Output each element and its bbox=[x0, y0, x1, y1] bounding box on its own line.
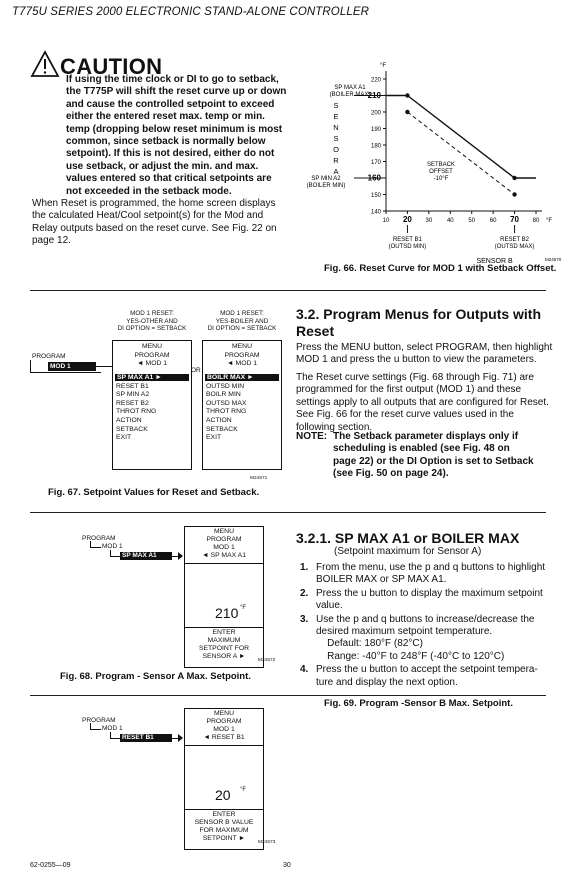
sensor-a-letter: O bbox=[333, 145, 339, 154]
step-line: Press the u button to display the maximum setpoint bbox=[316, 587, 543, 599]
section-3-2-1-subheading: (Setpoint maximum for Sensor A) bbox=[334, 546, 482, 557]
menu-header-line: MENU bbox=[141, 343, 162, 350]
fig67-diagram bbox=[28, 296, 290, 486]
fig69-caption: Fig. 69. Program -Sensor B Max. Setpoint. bbox=[324, 698, 513, 709]
menu-item: RESET B2 bbox=[116, 399, 149, 407]
step-item bbox=[300, 562, 564, 587]
note-line: (see Fig. 50 on page 24). bbox=[333, 468, 449, 480]
menu-header-line: ◄ MOD 1 bbox=[136, 360, 168, 367]
left-condition-label: MOD 1 RESET: bbox=[130, 310, 174, 317]
sensor-a-letter: R bbox=[333, 156, 339, 165]
text-line: page 12. bbox=[32, 235, 71, 247]
text-line: following section. bbox=[296, 421, 373, 433]
step-number: 2. bbox=[300, 587, 309, 599]
y-tick-label: 210 bbox=[367, 91, 381, 100]
menu-item: SP MIN A2 bbox=[116, 391, 150, 399]
sensor-b-label: SENSOR B bbox=[476, 258, 513, 264]
screen-divider bbox=[185, 809, 263, 810]
program-label: PROGRAM bbox=[82, 717, 116, 724]
menu-header-line: PROGRAM bbox=[224, 351, 260, 359]
screen-prompt-line: SENSOR A ► bbox=[202, 653, 246, 660]
y-tick-label: 140 bbox=[370, 209, 381, 216]
fig67-caption: Fig. 67. Setpoint Values for Reset and Setback. bbox=[48, 487, 260, 498]
screen-prompt-line: SENSOR B VALUE bbox=[194, 819, 254, 826]
menu-header-line: ◄ MOD 1 bbox=[226, 360, 258, 367]
sp-max-label: SP MAX A1 bbox=[334, 85, 366, 91]
setpoint-value: 210 bbox=[215, 605, 239, 621]
step-line: Range: -40°F to 248°F (-40°C to 120°C) bbox=[316, 650, 505, 662]
menu-item: EXIT bbox=[206, 434, 222, 442]
fig68-diagram bbox=[80, 524, 276, 670]
reset-b1-label: (OUTSD MIN) bbox=[388, 244, 427, 250]
screen-prompt-line: FOR MAXIMUM bbox=[199, 827, 249, 834]
caution-line: use setback, or adjust the min. and max. bbox=[66, 160, 259, 172]
right-menu-box bbox=[202, 340, 282, 470]
x-tick-label: 40 bbox=[446, 218, 454, 224]
sensor-a-letter: S bbox=[333, 101, 339, 110]
setback-offset-label: SETBACK bbox=[426, 162, 456, 168]
reset-intro-paragraph bbox=[32, 198, 294, 248]
screen-header-line: MENU bbox=[213, 710, 234, 717]
text-line: programmed for the first output (MOD 1) and these bbox=[296, 384, 522, 396]
selected-item-highlight: RESET B1 bbox=[120, 734, 172, 742]
x-tick-label: 60 bbox=[489, 218, 497, 224]
caution-line: values entered so that critical setpoints are bbox=[66, 173, 272, 185]
selected-item-highlight: SP MAX A1 bbox=[120, 552, 172, 560]
text-line: When Reset is programmed, the home screen displays bbox=[32, 198, 276, 209]
right-condition-label: MOD 1 RESET: bbox=[220, 310, 264, 317]
menu-item: THROT RNG bbox=[116, 408, 157, 416]
heading-line: Reset bbox=[296, 323, 335, 339]
y-tick-label: 170 bbox=[370, 160, 381, 166]
x-tick-label: 80 bbox=[532, 218, 540, 224]
figure-code: M24572 bbox=[258, 658, 276, 663]
caution-text bbox=[66, 74, 288, 198]
section-3-2-heading bbox=[296, 306, 556, 340]
arrow-right-icon bbox=[178, 734, 183, 742]
data-point bbox=[512, 192, 516, 196]
caution-line: and cause the controlled setpoint to exceed bbox=[66, 98, 275, 110]
y-tick-label: 220 bbox=[370, 77, 381, 84]
section-3-2-1-heading: 3.2.1. SP MAX A1 or BOILER MAX bbox=[296, 530, 520, 546]
text-line: the calculated Heat/Cool setpoint(s) for the Mod and bbox=[32, 210, 264, 222]
menu-item: OUTSD MAX bbox=[206, 399, 247, 407]
caution-line: not exceeded in the setback mode. bbox=[66, 185, 232, 197]
screen-prompt-line: SETPOINT FOR bbox=[198, 645, 250, 652]
note-label: NOTE: bbox=[296, 431, 328, 442]
program-label: PROGRAM bbox=[32, 353, 66, 360]
reset-b2-label: (OUTSD MAX) bbox=[494, 244, 535, 250]
step-line: BOILER MAX or SP MAX A1. bbox=[316, 574, 447, 586]
section-3-2-p2 bbox=[296, 372, 558, 434]
screen-prompt-line: ENTER bbox=[212, 629, 236, 636]
note-text bbox=[333, 431, 561, 481]
sensor-a-letter: N bbox=[333, 123, 339, 132]
menu-item: SP MAX A1 ► bbox=[115, 374, 189, 381]
step-number: 3. bbox=[300, 613, 309, 625]
sensor-a-letter: S bbox=[333, 134, 339, 143]
mod1-label: MOD 1 bbox=[102, 543, 123, 550]
figure-code: M24570 bbox=[545, 257, 562, 262]
page-number: 30 bbox=[283, 862, 291, 869]
screen-header-line: ◄ RESET B1 bbox=[203, 734, 245, 741]
menu-item: SETBACK bbox=[206, 425, 238, 433]
reset-b1-label: RESET B1 bbox=[392, 237, 422, 243]
document-header: T775U SERIES 2000 ELECTRONIC STAND-ALONE CONTROLLER bbox=[12, 6, 370, 18]
step-line: value. bbox=[316, 600, 343, 612]
text-line: MOD 1 and press the u button to view the parameters. bbox=[296, 354, 537, 366]
menu-item: SETBACK bbox=[116, 425, 148, 433]
text-line: The Reset curve settings (Fig. 68 through Fig. 71) are bbox=[296, 372, 534, 383]
menu-item: EXIT bbox=[116, 434, 132, 442]
screen-header-line: MOD 1 bbox=[213, 544, 235, 551]
menu-item: ACTION bbox=[206, 417, 232, 424]
setback-offset-label: OFFSET bbox=[429, 169, 453, 175]
caution-line: temp (dropping below reset minimum is most bbox=[66, 123, 283, 135]
step-line: Use the p and q buttons to increase/decrease the bbox=[316, 613, 535, 625]
sp-min-label: SP MIN A2 bbox=[311, 176, 341, 182]
warning-triangle-icon bbox=[30, 50, 60, 78]
screen-header-line: ◄ SP MAX A1 bbox=[201, 552, 246, 559]
x-tick-label: 50 bbox=[468, 218, 476, 224]
caution-line: common, since setback is normally below bbox=[66, 136, 266, 148]
menu-item: THROT RNG bbox=[206, 408, 247, 416]
note-line: scheduling is enabled (see Fig. 48 on bbox=[333, 443, 510, 455]
menu-header-line: MENU bbox=[231, 343, 252, 350]
screen-divider bbox=[185, 745, 263, 746]
doc-number: 62-0255—09 bbox=[30, 862, 71, 869]
lcd-screen bbox=[184, 708, 264, 850]
or-label: OR bbox=[191, 367, 201, 374]
screen-header-line: PROGRAM bbox=[206, 536, 242, 543]
y-tick-label: 160 bbox=[367, 173, 381, 183]
right-condition-label: YES-BOILER AND bbox=[215, 317, 269, 325]
screen-divider bbox=[185, 563, 263, 564]
right-condition-label: DI OPTION = SETBACK bbox=[207, 325, 277, 332]
step-line: From the menu, use the p and q buttons to highlight bbox=[316, 562, 546, 573]
step-line: Default: 180°F (82°C) bbox=[316, 638, 423, 650]
heading-line: 3.2. Program Menus for Outputs with bbox=[296, 306, 542, 322]
text-line: settings apply to all outputs that are configured for Reset. bbox=[296, 396, 549, 408]
note-line: page 22) or the DI Option is set to Setback bbox=[333, 455, 534, 467]
menu-item: BOILR MIN bbox=[206, 391, 241, 399]
caution-line: setpoint). If this is not desired, either do not bbox=[66, 148, 275, 160]
text-line: Press the MENU button, select PROGRAM, then highlight bbox=[296, 342, 553, 353]
reset-b2-label: RESET B2 bbox=[500, 237, 530, 243]
data-point bbox=[405, 110, 409, 114]
fig66-caption: Fig. 66. Reset Curve for MOD 1 with Setback Offset. bbox=[324, 263, 557, 274]
program-label: PROGRAM bbox=[82, 535, 116, 542]
x-unit-label: °F bbox=[546, 218, 553, 224]
sensor-a-letter: E bbox=[333, 112, 339, 121]
setpoint-value: 20 bbox=[215, 787, 231, 803]
tree-line bbox=[90, 723, 101, 730]
step-number: 1. bbox=[300, 562, 309, 573]
caution-title: CAUTION bbox=[60, 54, 163, 79]
figure-code: M24571 bbox=[250, 476, 268, 481]
x-tick-label: 70 bbox=[510, 215, 520, 224]
mod1-label: MOD 1 bbox=[102, 725, 123, 732]
setback-offset-label: -10°F bbox=[433, 176, 449, 182]
y-tick-label: 190 bbox=[370, 127, 381, 133]
note-line: The Setback parameter displays only if bbox=[333, 431, 519, 442]
x-tick-label: 10 bbox=[382, 218, 390, 224]
sensor-a-letter: A bbox=[333, 167, 339, 176]
text-line: Relay outputs based on the reset curve. See Fig. 22 on bbox=[32, 222, 277, 234]
left-menu-box bbox=[112, 340, 192, 470]
menu-item: BOILR MAX ► bbox=[205, 374, 279, 381]
menu-item: OUTSD MIN bbox=[206, 382, 245, 390]
y-tick-label: 180 bbox=[370, 143, 381, 150]
lcd-screen bbox=[184, 526, 264, 668]
caution-line: If using the time clock or DI to go to setback, bbox=[66, 74, 279, 85]
screen-header-line: MOD 1 bbox=[213, 726, 235, 733]
step-line: ture and display the next option. bbox=[316, 676, 458, 688]
reset-curve-chart bbox=[300, 56, 570, 264]
fig69-diagram bbox=[80, 706, 280, 852]
y-tick-label: 150 bbox=[370, 193, 381, 199]
menu-header-line: PROGRAM bbox=[134, 351, 170, 359]
section-3-2-p1 bbox=[296, 342, 558, 367]
unit-label: °F bbox=[240, 605, 247, 611]
menu-item: ACTION bbox=[116, 417, 142, 424]
x-tick-label: 30 bbox=[425, 218, 433, 224]
caution-line: the T775P will shift the reset curve up or down bbox=[66, 86, 287, 98]
screen-prompt-line: ENTER bbox=[212, 811, 236, 818]
mod1-highlight: MOD 1 bbox=[48, 362, 96, 371]
step-item bbox=[300, 614, 564, 664]
fig68-caption: Fig. 68. Program - Sensor A Max. Setpoint. bbox=[60, 671, 251, 682]
sp-max-label: (BOILER MAX) bbox=[329, 92, 371, 98]
sp-min-label: (BOILER MIN) bbox=[306, 183, 346, 189]
caution-line: either the entered reset max. temp or min. bbox=[66, 111, 265, 123]
arrow-right-icon bbox=[178, 552, 183, 560]
screen-prompt-line: MAXIMUM bbox=[207, 637, 241, 644]
data-point bbox=[405, 93, 409, 97]
menu-item: RESET B1 bbox=[116, 382, 149, 390]
screen-header-line: MENU bbox=[213, 528, 234, 535]
figure-code: M24573 bbox=[258, 840, 276, 845]
y-tick-label: 200 bbox=[370, 110, 381, 117]
x-tick-label: 20 bbox=[402, 215, 412, 224]
setback-line bbox=[407, 112, 514, 195]
screen-prompt-line: SETPOINT ► bbox=[202, 835, 246, 842]
tree-line bbox=[90, 541, 101, 548]
steps-list bbox=[300, 562, 564, 690]
left-condition-label: DI OPTION = SETBACK bbox=[117, 325, 187, 332]
step-line: desired maximum setpoint temperature. bbox=[316, 626, 493, 638]
y-unit-label: °F bbox=[380, 63, 387, 69]
unit-label: °F bbox=[240, 787, 247, 793]
step-line: Press the u button to accept the setpoint tempera- bbox=[316, 664, 538, 676]
reset-curve-line bbox=[407, 96, 514, 179]
text-line: See Fig. 66 for the reset curve values used in the bbox=[296, 409, 514, 421]
step-item bbox=[300, 664, 564, 689]
data-point bbox=[512, 176, 516, 180]
step-number: 4. bbox=[300, 664, 309, 676]
step-item bbox=[300, 588, 564, 613]
left-condition-label: YES-OTHER AND bbox=[126, 317, 178, 325]
screen-divider bbox=[185, 627, 263, 628]
screen-header-line: PROGRAM bbox=[206, 718, 242, 725]
